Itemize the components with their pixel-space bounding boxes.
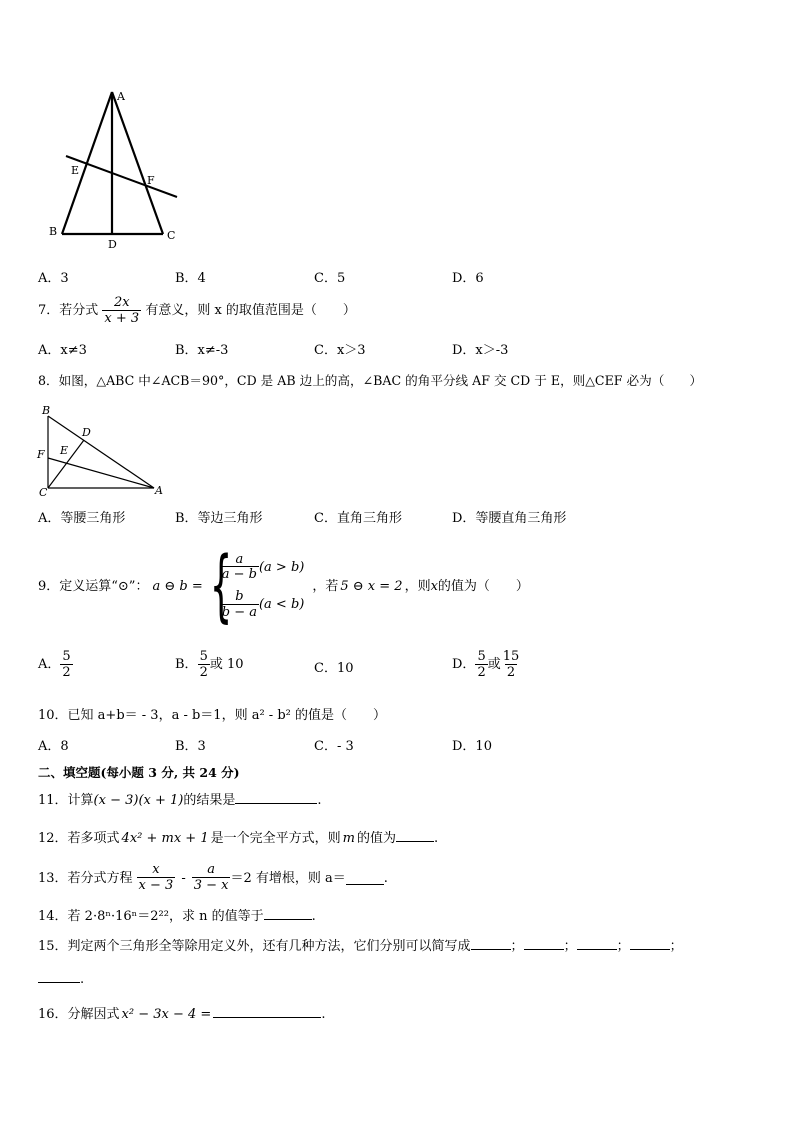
q9-option-a-frac — [60, 650, 72, 679]
label-b: B — [42, 404, 51, 417]
q10-option-c[interactable]: C．- 3 — [314, 739, 354, 754]
q9-cases — [220, 553, 305, 620]
q11-answer-blank[interactable] — [235, 791, 317, 804]
q9-option-d-num2: 15 — [502, 649, 520, 664]
q7-frac-num: 2x — [114, 295, 130, 310]
q15-blank-4[interactable] — [630, 937, 670, 950]
right-triangle-figure-q8 — [34, 400, 174, 500]
q9-case1-den: a − b — [221, 567, 257, 583]
q13-f2-den: 3 − x — [193, 878, 229, 893]
q13-end: . — [383, 870, 388, 886]
label-f: F — [147, 174, 155, 187]
q14-answer-blank[interactable] — [264, 907, 312, 920]
q9-case-2 — [220, 590, 305, 619]
q15-end: . — [80, 972, 85, 987]
question-7 — [38, 296, 356, 325]
q6-option-c[interactable]: C．5 — [314, 271, 346, 286]
question-15 — [38, 937, 683, 953]
q9-option-b-num: 5 — [199, 649, 208, 664]
q9-option-d-den1: 2 — [477, 664, 486, 680]
q15-blank-2[interactable] — [524, 937, 564, 950]
q9-case1-num: a — [235, 551, 244, 567]
q10-option-a[interactable]: A．8 — [38, 739, 69, 754]
q13-minus: - — [181, 870, 186, 886]
q13-f1-den: x − 3 — [138, 878, 174, 893]
q9-option-d[interactable] — [452, 650, 521, 679]
q9-option-c[interactable]: C．10 — [314, 661, 354, 676]
question-14 — [38, 907, 316, 923]
q9-case-1 — [220, 553, 305, 582]
q12-answer-blank[interactable] — [396, 829, 434, 842]
q9-case1-cond: (a > b) — [258, 559, 305, 575]
q9-mid: ，若 — [312, 578, 339, 594]
q9-option-a-label: A． — [38, 657, 61, 673]
side-ac — [112, 92, 163, 234]
q9-option-a-den: 2 — [62, 664, 71, 680]
question-15-line-2 — [38, 970, 84, 986]
q9-option-a-num: 5 — [62, 649, 71, 664]
label-c: C — [167, 229, 176, 242]
q15-blank-3[interactable] — [577, 937, 617, 950]
q6-option-a[interactable]: A．3 — [38, 271, 69, 286]
q16-expr: x² − 3x − 4 = — [121, 1007, 212, 1022]
q16-prefix: 16．分解因式 — [38, 1007, 120, 1022]
q10-option-d[interactable]: D．10 — [452, 739, 492, 754]
label-f: F — [37, 448, 45, 461]
q9-option-b[interactable] — [175, 650, 244, 679]
section-2-title: 二、填空题(每小题 3 分, 共 24 分) — [38, 765, 240, 780]
q12-suffix2: 的值为 — [356, 831, 396, 846]
q7-frac-den: x + 3 — [104, 310, 140, 326]
q9-brace: { — [209, 541, 232, 631]
question-16 — [38, 1005, 325, 1021]
q15-sep-1: ； — [510, 939, 524, 954]
q12-prefix: 12．若多项式 — [38, 831, 120, 846]
question-13 — [38, 858, 388, 898]
bisector-af — [48, 458, 154, 488]
q15-sep-4: ； — [669, 939, 683, 954]
q9-case2-den: b − a — [221, 604, 257, 620]
q9-option-b-tail: 或 10 — [209, 657, 244, 673]
question-10: 10．已知 a+b＝ - 3，a - b＝1，则 a² - b² 的值是（ ） — [38, 708, 386, 723]
q12-expr: 4x² + mx + 1 — [121, 831, 209, 846]
q15-sep-3: ； — [616, 939, 630, 954]
q8-option-c[interactable]: C．直角三角形 — [314, 511, 402, 526]
q13-f1-num: x — [152, 862, 160, 878]
q9-option-d-den2: 2 — [506, 664, 516, 680]
q14-end: . — [311, 909, 316, 924]
q9-case2-num: b — [235, 589, 244, 604]
q15-blank-5[interactable] — [38, 970, 80, 983]
triangle-figure-q6 — [40, 82, 200, 252]
q16-answer-blank[interactable] — [213, 1005, 321, 1018]
q7-suffix: 有意义，则 x 的取值范围是（ ） — [145, 303, 356, 319]
question-12 — [38, 829, 438, 845]
q9-suffix: ，则 — [404, 578, 431, 594]
q13-suffix: ＝2 有增根，则 a＝ — [230, 870, 346, 886]
question-8: 8．如图，△ABC 中∠ACB＝90°，CD 是 AB 边上的高，∠BAC 的角平分线 AF 交 CD 于 E，则△CEF 必为（ ） — [38, 373, 703, 388]
q13-fraction-2 — [192, 863, 231, 892]
q9-condition: 5 ⊖ x = 2 — [340, 578, 403, 594]
q9-option-d-num1: 5 — [477, 649, 486, 664]
q15-blank-1[interactable] — [471, 937, 511, 950]
q9-option-b-den: 2 — [199, 664, 208, 680]
q8-option-b[interactable]: B．等边三角形 — [175, 511, 263, 526]
q7-option-c[interactable]: C．x＞3 — [314, 343, 366, 358]
q6-option-b[interactable]: B．4 — [175, 271, 206, 286]
q9-option-d-label: D． — [452, 657, 476, 673]
q13-answer-blank[interactable] — [346, 872, 384, 885]
q9-option-d-mid: 或 — [487, 657, 501, 673]
label-e: E — [60, 444, 69, 457]
q7-option-a[interactable]: A．x≠3 — [38, 343, 87, 358]
q9-suffix2: 的值为（ ） — [437, 578, 529, 594]
q13-f2-num: a — [207, 862, 215, 878]
label-c: C — [39, 486, 48, 499]
q16-end: . — [321, 1007, 326, 1022]
q7-fraction — [102, 296, 141, 325]
label-d: D — [108, 238, 117, 251]
question-11 — [38, 791, 322, 807]
q11-prefix: 11．计算 — [38, 793, 94, 808]
q12-end: . — [433, 831, 439, 846]
q15-text: 15．判定两个三角形全等除用定义外，还有几种方法，它们分别可以简写成 — [38, 939, 471, 954]
q8-option-d[interactable]: D．等腰直角三角形 — [452, 511, 567, 526]
label-a: A — [155, 484, 163, 497]
q7-option-b[interactable]: B．x≠-3 — [175, 343, 229, 358]
q9-option-a[interactable] — [38, 650, 73, 679]
q12-var: m — [342, 831, 355, 846]
q9-var: x — [430, 578, 438, 594]
question-9 — [38, 542, 529, 630]
q11-expr: (x − 3)(x + 1) — [93, 793, 184, 808]
q10-option-b[interactable]: B．3 — [175, 739, 206, 754]
q9-case2-cond: (a < b) — [258, 597, 305, 613]
q7-prefix: 7．若分式 — [38, 303, 99, 319]
label-a: A — [117, 90, 125, 103]
q9-prefix: 9．定义运算“⊙”： — [38, 578, 149, 594]
q13-prefix: 13．若分式方程 — [38, 870, 133, 886]
label-e: E — [71, 164, 80, 177]
q9-option-b-label: B． — [175, 657, 198, 673]
q9-option-d-frac1 — [475, 650, 487, 679]
q15-sep-2: ； — [563, 939, 577, 954]
q7-option-d[interactable]: D．x＞-3 — [452, 343, 509, 358]
q6-option-d[interactable]: D．6 — [452, 271, 484, 286]
q9-lhs: a ⊖ b = — [152, 578, 203, 594]
q13-fraction-1 — [137, 863, 176, 892]
q14-text: 14．若 2·8ⁿ·16ⁿ＝2²²，求 n 的值等于 — [38, 909, 264, 924]
q9-option-b-frac — [198, 650, 210, 679]
q9-option-d-frac2 — [501, 650, 522, 679]
label-d: D — [82, 426, 91, 439]
q11-end: . — [317, 793, 322, 808]
label-b: B — [49, 225, 58, 238]
q11-suffix: 的结果是 — [183, 793, 236, 808]
q12-suffix: 是一个完全平方式，则 — [210, 831, 341, 846]
q8-option-a[interactable]: A．等腰三角形 — [38, 511, 126, 526]
